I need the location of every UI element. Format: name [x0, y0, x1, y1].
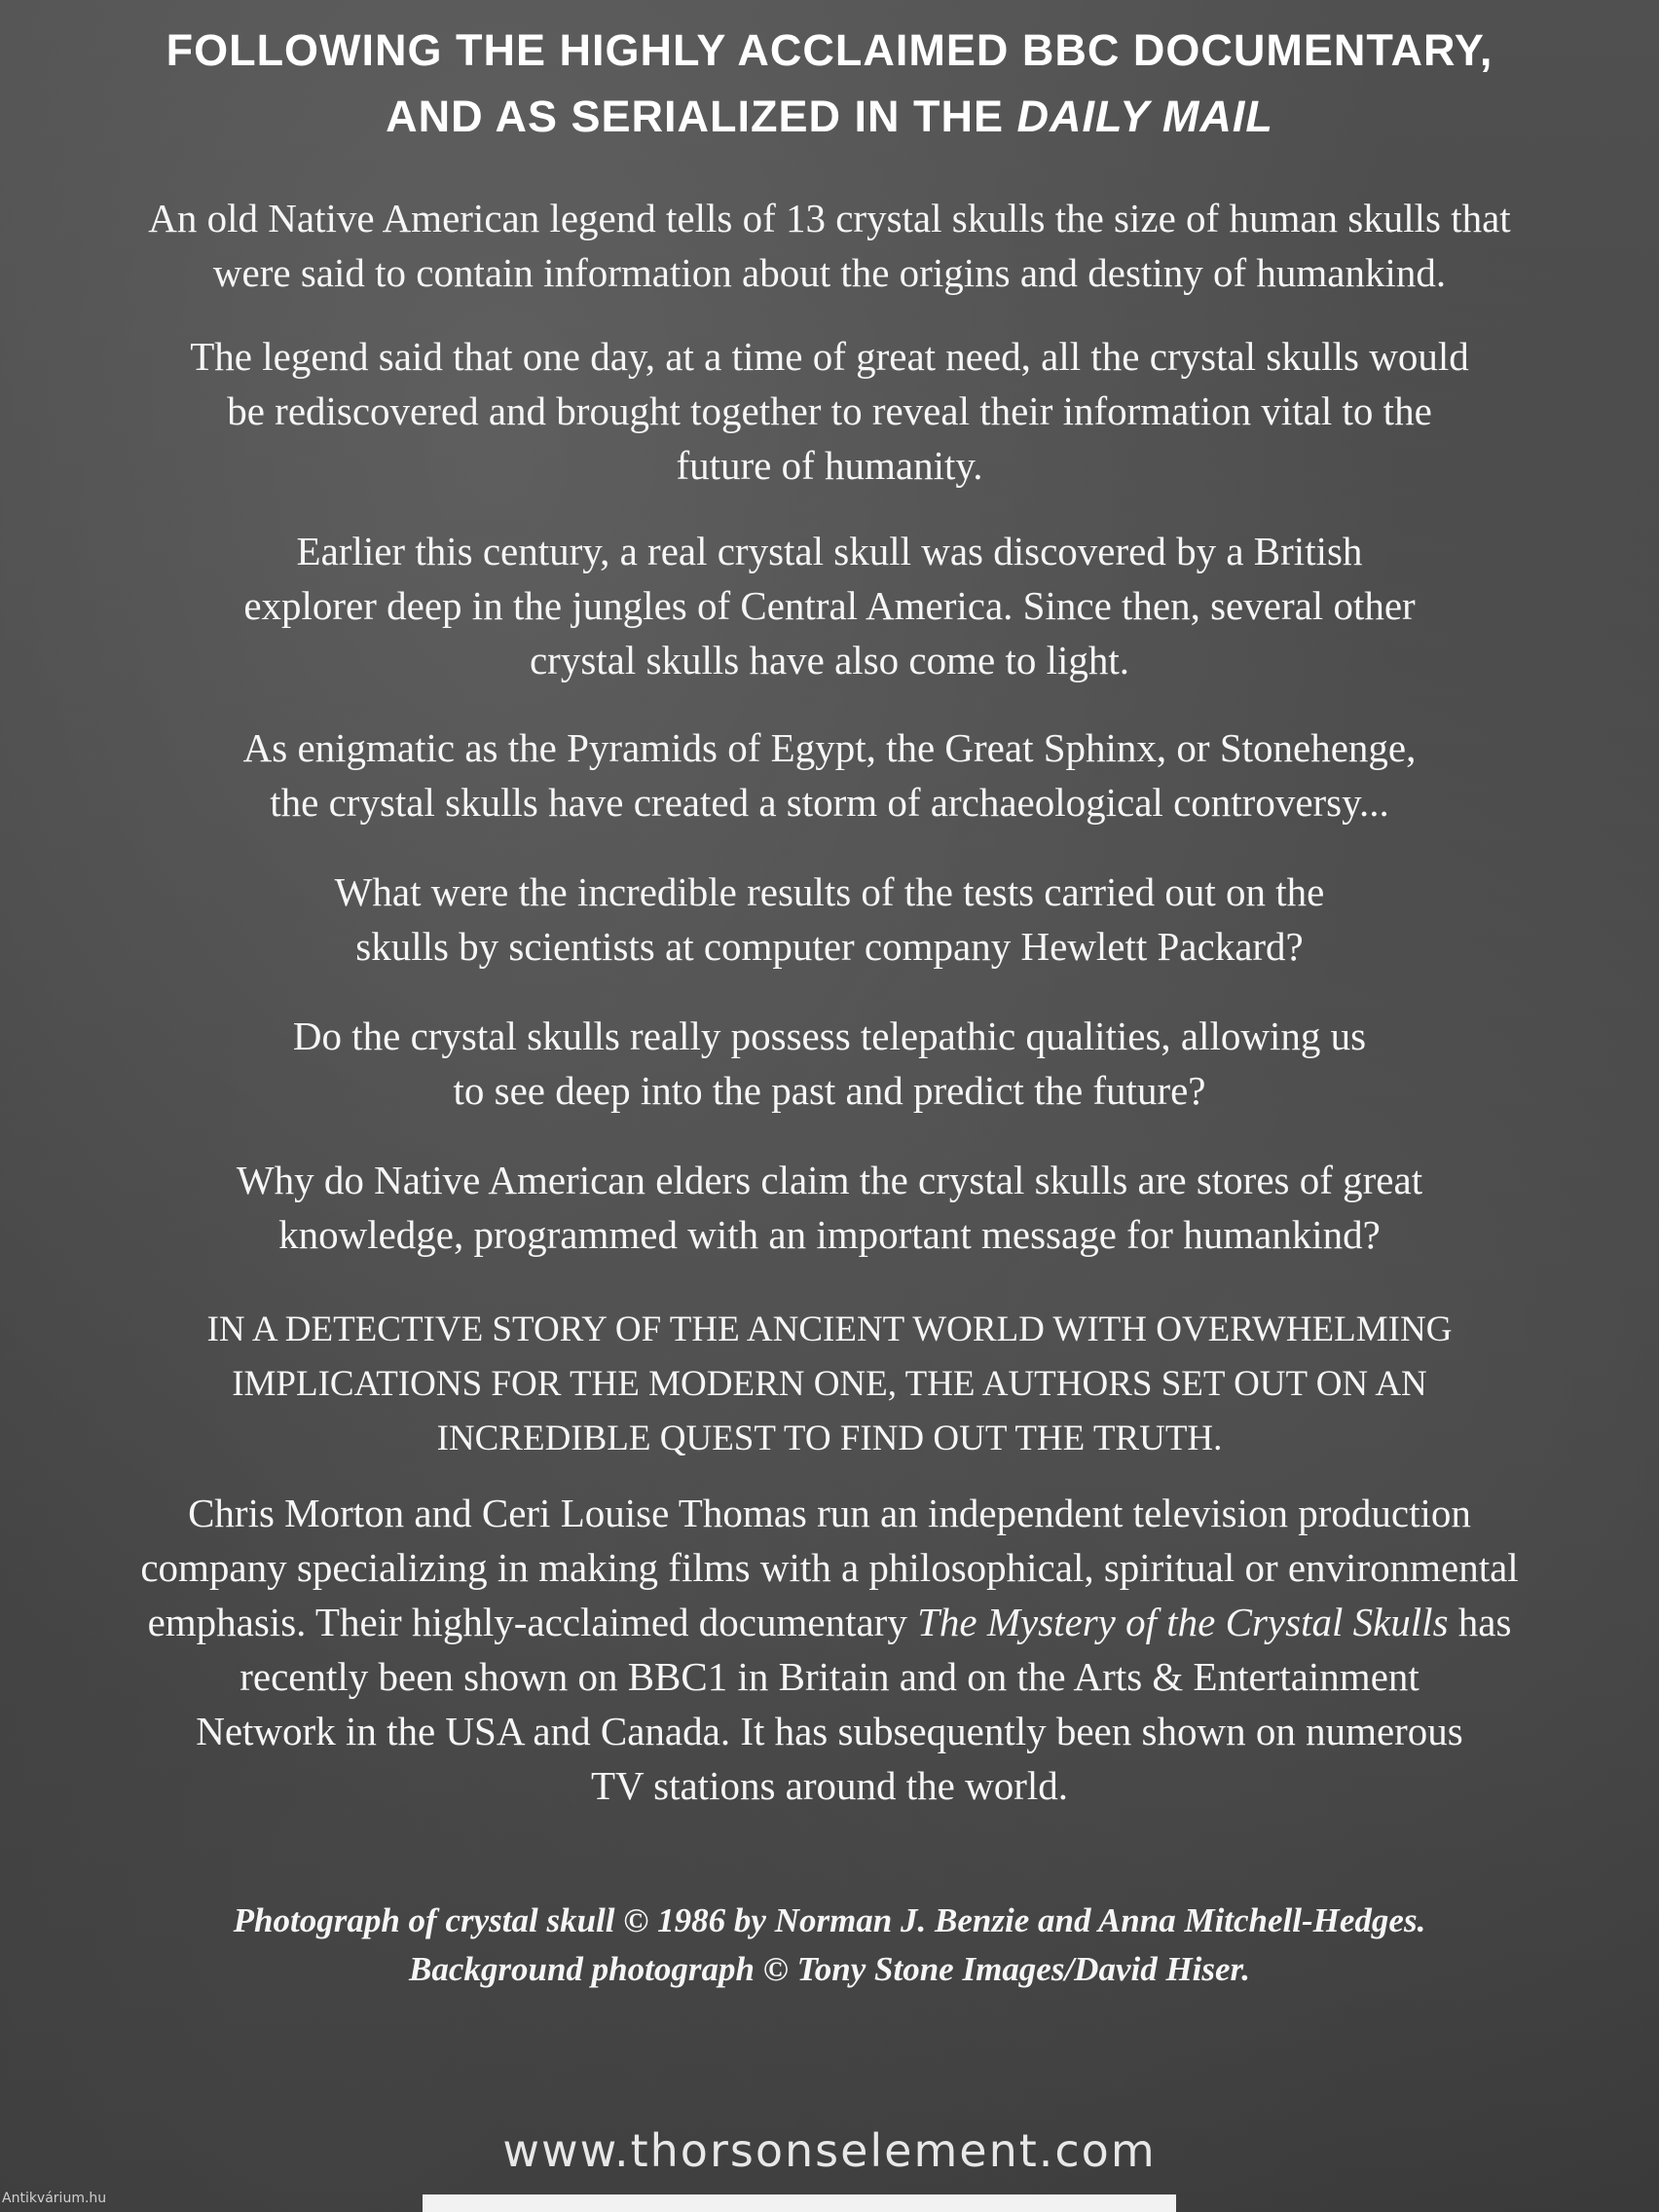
blurb-line: Why do Native American elders claim the crystal skulls are stores of great: [236, 1158, 1423, 1202]
caps-paragraph: [0, 1303, 1659, 1466]
credit-line: Background photograph © Tony Stone Images/David Hiser.: [408, 1950, 1250, 1988]
blurb-paragraph-5: [0, 865, 1659, 974]
authors-line: recently been shown on BBC1 in Britain and on the Arts & Entertainment: [240, 1654, 1419, 1699]
blurb-line: The legend said that one day, at a time of great need, all the crystal skulls would: [190, 334, 1469, 379]
authors-line: Chris Morton and Ceri Louise Thomas run an independent television production: [188, 1491, 1471, 1535]
photo-credits: [0, 1897, 1659, 1994]
blurb-line: crystal skulls have also come to light.: [529, 638, 1130, 682]
blurb-paragraph-4: [0, 720, 1659, 830]
authors-line: Network in the USA and Canada. It has subsequently been shown on numerous: [196, 1709, 1463, 1753]
headline: [0, 18, 1659, 150]
authors-line-3: [0, 1595, 1659, 1649]
blurb-line: knowledge, programmed with an important message for humankind?: [278, 1212, 1381, 1257]
blurb-line: An old Native American legend tells of 13 crystal skulls the size of human skulls that: [148, 196, 1511, 240]
blurb-line: explorer deep in the jungles of Central America. Since then, several other: [243, 583, 1416, 628]
caps-line: IMPLICATIONS FOR THE MODERN ONE, THE AUTHORS SET OUT ON AN: [232, 1364, 1427, 1404]
blurb-paragraph-3: [0, 524, 1659, 687]
caps-line: INCREDIBLE QUEST TO FIND OUT THE TRUTH.: [436, 1419, 1223, 1458]
blurb-line: were said to contain information about the origins and destiny of humankind.: [212, 250, 1447, 295]
blurb-line: skulls by scientists at computer company Hewlett Packard?: [355, 924, 1304, 969]
blurb-paragraph-7: [0, 1153, 1659, 1262]
blurb-line: Earlier this century, a real crystal skull was discovered by a British: [296, 529, 1363, 573]
blurb-line: future of humanity.: [676, 443, 983, 488]
headline-line-2-prefix: AND AS SERIALIZED IN THE: [386, 92, 1017, 141]
blurb-line: What were the incredible results of the tests carried out on the: [334, 869, 1325, 914]
authors-line-3-prefix: emphasis. Their highly-acclaimed documentary: [147, 1600, 918, 1644]
authors-line: company specializing in making films with a philosophical, spiritual or environmental: [140, 1545, 1519, 1590]
blurb-line: As enigmatic as the Pyramids of Egypt, the Great Sphinx, or Stonehenge,: [242, 725, 1417, 770]
blurb-paragraph-1: [0, 191, 1659, 300]
watermark: Antikvárium.hu: [2, 2191, 107, 2206]
blurb-line: to see deep into the past and predict the future?: [453, 1068, 1206, 1113]
blurb-line: Do the crystal skulls really possess telepathic qualities, allowing us: [292, 1014, 1367, 1058]
authors-line: TV stations around the world.: [590, 1763, 1069, 1808]
blurb-paragraph-2: [0, 329, 1659, 493]
credit-line: Photograph of crystal skull © 1986 by Norman J. Benzie and Anna Mitchell-Hedges.: [233, 1901, 1426, 1939]
caps-line: IN A DETECTIVE STORY OF THE ANCIENT WORLD WITH OVERWHELMING: [206, 1309, 1453, 1349]
barcode-label-edge: [423, 2194, 1176, 2212]
headline-line-2-italic: DAILY MAIL: [1016, 92, 1273, 141]
authors-line-3-suffix: has: [1448, 1600, 1512, 1644]
authors-paragraph: [0, 1486, 1659, 1813]
website-url: www.thorsonselement.com: [502, 2124, 1157, 2177]
documentary-title: The Mystery of the Crystal Skulls: [917, 1600, 1449, 1644]
headline-line-1: FOLLOWING THE HIGHLY ACCLAIMED BBC DOCUMENTARY,: [166, 25, 1493, 75]
blurb-paragraph-6: [0, 1009, 1659, 1118]
blurb-line: the crystal skulls have created a storm of archaeological controversy...: [270, 780, 1389, 825]
blurb-line: be rediscovered and brought together to reveal their information vital to the: [227, 388, 1432, 433]
